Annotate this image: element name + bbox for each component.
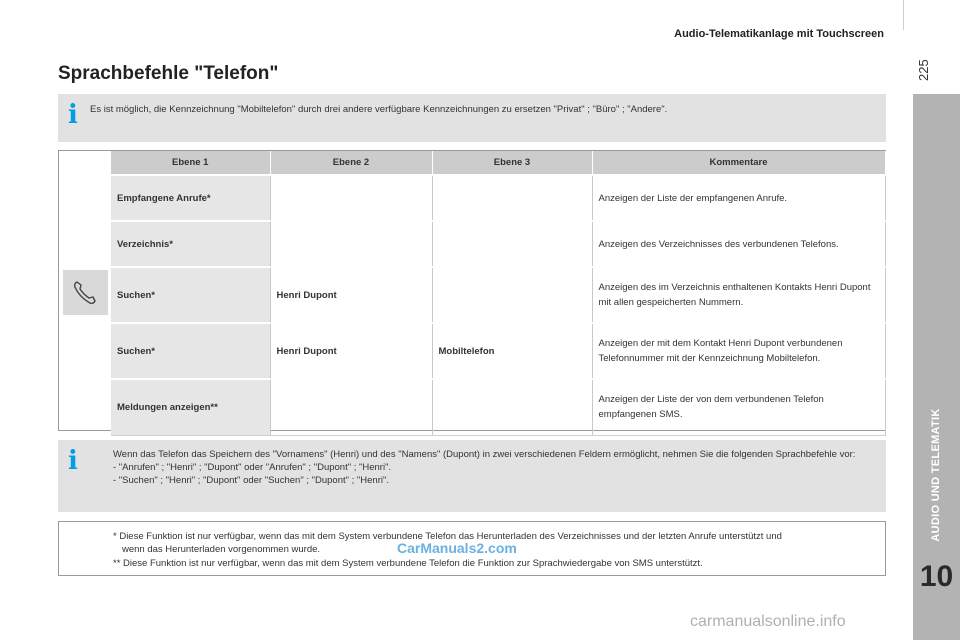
info-top-text: Es ist möglich, die Kennzeichnung "Mobiltelefon" durch drei andere verfügbare Kennzeichnungen zu ersetzen "Privat" ; "Büro" ; "Andere". bbox=[90, 104, 668, 115]
header-title: Audio-Telematikanlage mit Touchscreen bbox=[674, 28, 884, 40]
level2-cell: Henri Dupont bbox=[270, 323, 432, 379]
level2-cell bbox=[270, 221, 432, 267]
table-row bbox=[111, 323, 885, 379]
level1-cell: Verzeichnis* bbox=[111, 221, 270, 267]
voice-command-table bbox=[111, 151, 886, 436]
info-box-bottom bbox=[58, 440, 886, 512]
comment-cell: Anzeigen des Verzeichnisses des verbundenen Telefons. bbox=[592, 221, 885, 267]
page-number: 225 bbox=[916, 59, 931, 81]
watermark-carmanuals2: CarManuals2.com bbox=[397, 540, 517, 556]
level3-cell: Mobiltelefon bbox=[432, 323, 592, 379]
column-header: Ebene 1 bbox=[111, 151, 270, 175]
phone-icon bbox=[71, 278, 100, 307]
level1-cell: Empfangene Anrufe* bbox=[111, 175, 270, 221]
comment-cell: Anzeigen des im Verzeichnis enthaltenen Kontakts Henri Dupont mit allen gespeicherten Nummern. bbox=[592, 267, 885, 323]
info-bottom-bullet: - "Anrufen" ; "Henri" ; "Dupont" oder "Anrufen" ; "Dupont" ; "Henri". bbox=[113, 462, 392, 473]
comment-cell: Anzeigen der Liste der empfangenen Anrufe. bbox=[592, 175, 885, 221]
info-bottom-bullet: - "Suchen" ; "Henri" ; "Dupont" oder "Suchen" ; "Dupont" ; "Henri". bbox=[113, 475, 389, 486]
page-title: Sprachbefehle "Telefon" bbox=[58, 63, 279, 84]
column-header: Ebene 3 bbox=[432, 151, 592, 175]
table-row bbox=[111, 379, 885, 435]
info-bottom-text bbox=[113, 448, 873, 487]
info-icon: i bbox=[68, 446, 78, 476]
level2-cell: Henri Dupont bbox=[270, 267, 432, 323]
table-row bbox=[111, 175, 885, 221]
info-icon: i bbox=[68, 100, 78, 130]
level3-cell bbox=[432, 267, 592, 323]
comment-cell: Anzeigen der Liste der von dem verbundenen Telefon empfangenen SMS. bbox=[592, 379, 885, 435]
level3-cell bbox=[432, 175, 592, 221]
watermark-carmanualsonline: carmanualsonline.info bbox=[690, 613, 846, 630]
footnote-1-line-2: wenn das Herunterladen vorgenommen wurde. bbox=[122, 544, 321, 555]
table-header-row bbox=[111, 151, 885, 175]
phone-icon-cell bbox=[63, 270, 108, 315]
footnote-double-star: ** Diese Funktion ist nur verfügbar, wenn das mit dem System verbundene Telefon die Funktion zur Sprachwiedergabe von SMS unterstützt. bbox=[113, 558, 703, 569]
footnote-1-line-1: * Diese Funktion ist nur verfügbar, wenn das mit dem System verbundene Telefon das Herunterladen des Verzeichnisses und der letzten Anrufe unterstützt und bbox=[113, 531, 782, 542]
chapter-number: 10 bbox=[919, 560, 954, 593]
header-divider bbox=[903, 0, 904, 30]
table-row bbox=[111, 221, 885, 267]
level2-cell bbox=[270, 175, 432, 221]
sidebar-section-text: AUDIO UND TELEMATIK bbox=[930, 408, 942, 542]
level3-cell bbox=[432, 221, 592, 267]
level1-cell: Suchen* bbox=[111, 267, 270, 323]
level2-cell bbox=[270, 379, 432, 435]
table-row bbox=[111, 267, 885, 323]
level1-cell: Suchen* bbox=[111, 323, 270, 379]
level1-cell: Meldungen anzeigen** bbox=[111, 379, 270, 435]
column-header: Ebene 2 bbox=[270, 151, 432, 175]
info-bottom-intro: Wenn das Telefon das Speichern des "Vornamens" (Henri) und des "Namens" (Dupont) in zwei verschiedenen Feldern ermöglicht, nehmen Sie die folgenden Sprachbefehle vor: bbox=[113, 449, 856, 460]
info-box-top bbox=[58, 94, 886, 142]
comment-cell: Anzeigen der mit dem Kontakt Henri Dupont verbundenen Telefonnummer mit der Kennzeichnung Mobiltelefon. bbox=[592, 323, 885, 379]
chapter-sidebar bbox=[913, 94, 960, 640]
level3-cell bbox=[432, 379, 592, 435]
column-header: Kommentare bbox=[592, 151, 885, 175]
